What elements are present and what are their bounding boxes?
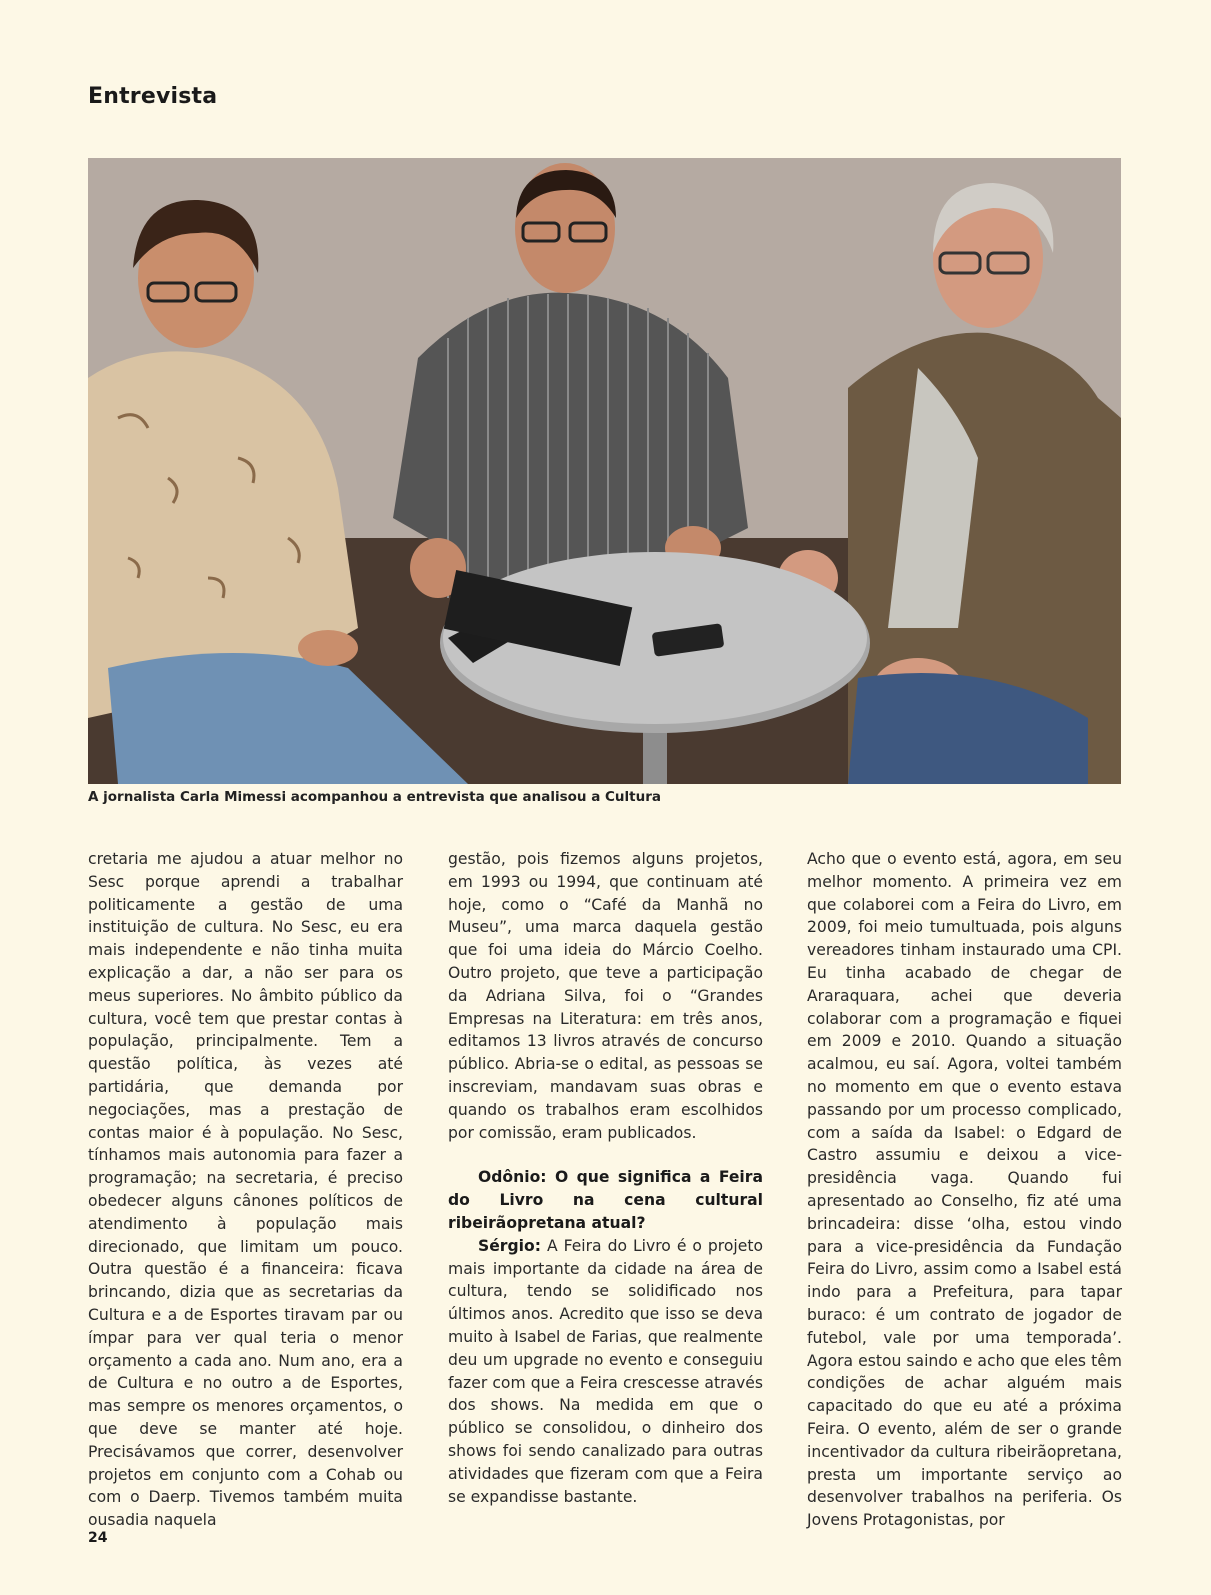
speaker-name: Sérgio: — [478, 1236, 541, 1255]
section-label: Entrevista — [88, 84, 218, 109]
photo-illustration — [88, 158, 1121, 784]
page-number: 24 — [88, 1530, 108, 1546]
answer-text: A Feira do Livro é o projeto mais importante da cidade na área de cultura, tendo se solidificado nos últimos anos. Acredito que isso se deva muito à Isabel de Farias, que realmente deu um upgrade no evento e conseguiu fazer com que a Feira crescesse através dos shows. Na medida em que o público se consolidou, o dinheiro dos shows foi sendo canalizado para outras atividades que fizeram com que a Feira se expandisse bastante. — [448, 1236, 763, 1506]
article-column-3 — [807, 848, 1122, 1532]
photo-caption: A jornalista Carla Mimessi acompanhou a entrevista que analisou a Cultura — [88, 789, 662, 805]
paragraph: Acho que o evento está, agora, em seu melhor momento. A primeira vez em que colaborei com a Feira do Livro, em 2009, foi meio tumultuada, pois alguns vereadores tinham instaurado uma CPI. Eu tinha acabado de chegar de Araraquara, achei que deveria colaborar com a programação e fiquei em 2009 e 2010. Quando a situação acalmou, eu saí. Agora, voltei também no momento em que o evento estava passando por um processo complicado, com a saída da Isabel: o Edgard de Castro assumiu e deixou a vice-presidência vaga. Quando fui apresentado ao Conselho, fiz até uma brincadeira: disse ‘olha, estou vindo para a vice-presidência da Fundação Feira do Livro, assim como a Isabel está indo para a Prefeitura, para tapar buraco: é um contrato de jogador de futebol, vale por uma temporada’. Agora estou saindo e acho que eles têm condições de achar alguém mais capacitado do que eu até a próxima Feira. O evento, além de ser o grande incentivador da cultura ribeirãopretana, presta um importante serviço ao desenvolver trabalhos na periferia. Os Jovens Protagonistas, por — [807, 850, 1122, 1530]
article-column-2 — [448, 848, 763, 1508]
paragraph: cretaria me ajudou a atuar melhor no Sesc porque aprendi a trabalhar politicamente a gestão de uma instituição de cultura. No Sesc, eu era mais independente e não tinha muita explicação a dar, a não ser para os meus superiores. No âmbito público da cultura, você tem que prestar contas à população, principalmente. Tem a questão política, às vezes até partidária, que demanda por negociações, mas a prestação de contas maior é à população. No Sesc, tínhamos mais autonomia para fazer a programação; na secretaria, é preciso obedecer alguns cânones políticos de atendimento à população mais direcionado, que limitam um pouco. Outra questão é a financeira: ficava brincando, dizia que as secretarias da Cultura e a de Esportes tiravam par ou ímpar para ver qual teria o menor orçamento a cada ano. Num ano, era a de Cultura e no outro a de Esportes, mas sempre os menores orçamentos, o que deve se manter até hoje. Precisávamos que correr, desenvolver projetos em conjunto com a Cohab ou com o Daerp. Tivemos também muita ousadia naquela — [88, 850, 403, 1530]
interview-photo — [88, 158, 1121, 784]
interview-question: Odônio: O que significa a Feira do Livro na cena cultural ribeirãopretana atual? — [448, 1168, 763, 1232]
interview-answer — [448, 1235, 763, 1509]
article-column-1 — [88, 848, 403, 1532]
paragraph: gestão, pois fizemos alguns projetos, em 1993 ou 1994, que continuam até hoje, como o “Café da Manhã no Museu”, uma marca daquela gestão que foi uma ideia do Márcio Coelho. Outro projeto, que teve a participação da Adriana Silva, foi o “Grandes Empresas na Literatura: em três anos, editamos 13 livros através de concurso público. Abria-se o edital, as pessoas se inscreviam, mandavam suas obras e quando os trabalhos eram escolhidos por comissão, eram publicados. — [448, 850, 763, 1142]
